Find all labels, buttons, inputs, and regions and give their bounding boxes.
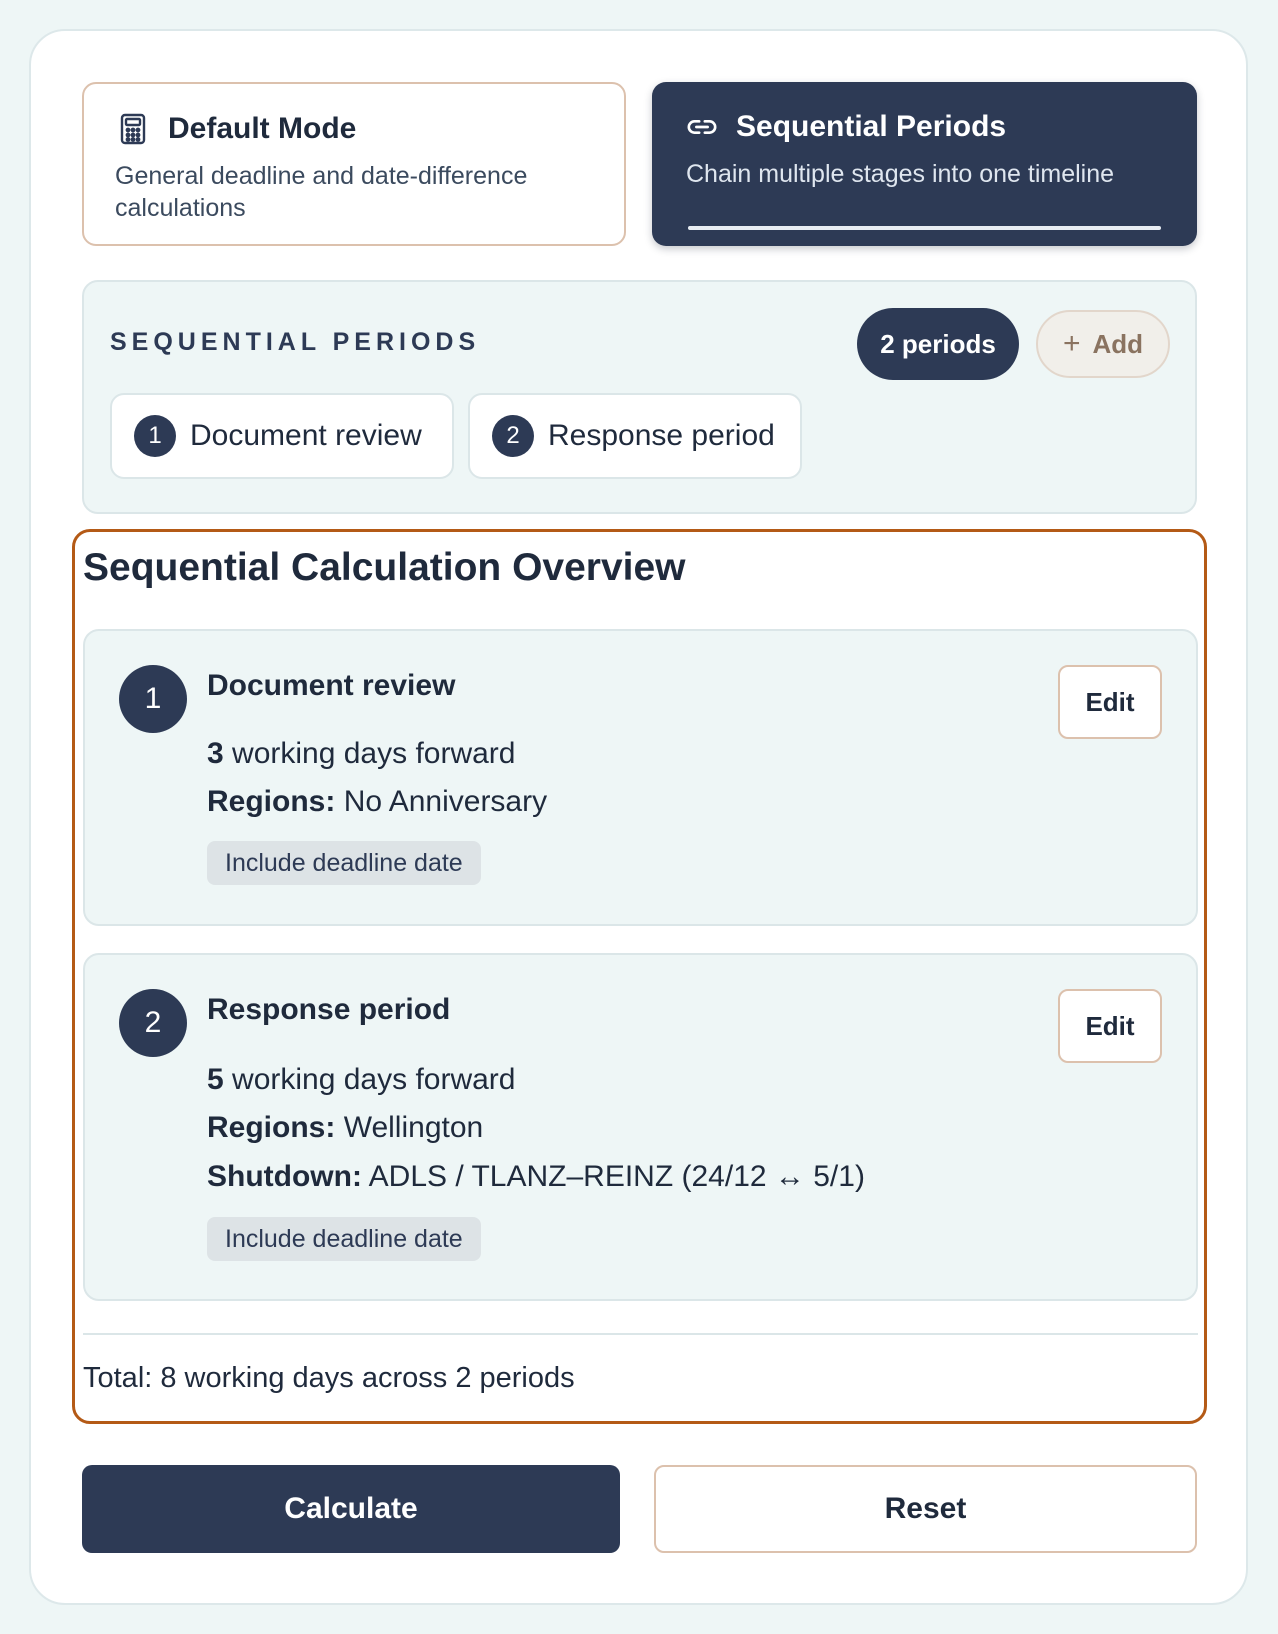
shutdown-value: ADLS / TLANZ–REINZ (24/12 ↔ 5/1)	[368, 1160, 865, 1193]
period-number-badge: 1	[134, 415, 176, 457]
period-title: Document review	[207, 669, 456, 702]
include-deadline-tag: Include deadline date	[207, 1217, 481, 1261]
period-days-count: 5	[207, 1063, 224, 1096]
add-period-button[interactable]	[1036, 310, 1170, 378]
sequential-mode-description: Chain multiple stages into one timeline	[686, 160, 1115, 188]
active-mode-indicator	[688, 226, 1161, 230]
period-duration	[207, 737, 515, 771]
period-shutdown	[207, 1160, 865, 1194]
period-count-badge: 2 periods	[857, 308, 1019, 380]
plus-icon: +	[1062, 327, 1081, 360]
period-card-response-period	[83, 953, 1198, 1301]
period-regions	[207, 1111, 483, 1145]
add-period-label: Add	[1092, 328, 1144, 359]
period-days-text: working days forward	[232, 1063, 516, 1096]
calculate-button[interactable]: Calculate	[82, 1465, 620, 1553]
total-summary: Total: 8 working days across 2 periods	[83, 1362, 575, 1394]
period-card-document-review	[83, 629, 1198, 926]
edit-period-button[interactable]: Edit	[1058, 989, 1162, 1063]
period-days-text: working days forward	[232, 737, 516, 770]
regions-label: Regions:	[207, 1111, 336, 1144]
link-icon	[686, 111, 718, 143]
period-chip-response-period[interactable]	[468, 393, 802, 479]
period-regions	[207, 785, 547, 819]
include-deadline-tag: Include deadline date	[207, 841, 481, 885]
sequential-calculation-overview	[72, 529, 1207, 1424]
period-number-badge: 2	[492, 415, 534, 457]
reset-button[interactable]: Reset	[654, 1465, 1197, 1553]
calculator-icon	[118, 113, 150, 145]
period-chip-document-review[interactable]	[110, 393, 454, 479]
sequential-mode-title: Sequential Periods	[736, 110, 1007, 143]
divider	[83, 1333, 1198, 1335]
default-mode-button[interactable]	[82, 82, 626, 246]
period-number-badge: 1	[119, 665, 187, 733]
period-title: Response period	[207, 993, 451, 1026]
regions-value: No Anniversary	[343, 785, 548, 818]
overview-title: Sequential Calculation Overview	[83, 546, 686, 589]
regions-label: Regions:	[207, 785, 336, 818]
period-days-count: 3	[207, 737, 224, 770]
period-chip-label: Response period	[548, 419, 775, 452]
sequential-mode-button[interactable]	[652, 82, 1197, 246]
period-number-badge: 2	[119, 989, 187, 1057]
periods-heading: SEQUENTIAL PERIODS	[110, 328, 481, 356]
sequential-periods-panel	[82, 280, 1197, 514]
regions-value: Wellington	[343, 1111, 484, 1144]
edit-period-button[interactable]: Edit	[1058, 665, 1162, 739]
shutdown-label: Shutdown:	[207, 1160, 362, 1193]
default-mode-description: General deadline and date-difference calculations	[115, 162, 528, 222]
period-chip-label: Document review	[190, 419, 422, 452]
period-duration	[207, 1063, 515, 1097]
default-mode-title: Default Mode	[168, 112, 357, 145]
